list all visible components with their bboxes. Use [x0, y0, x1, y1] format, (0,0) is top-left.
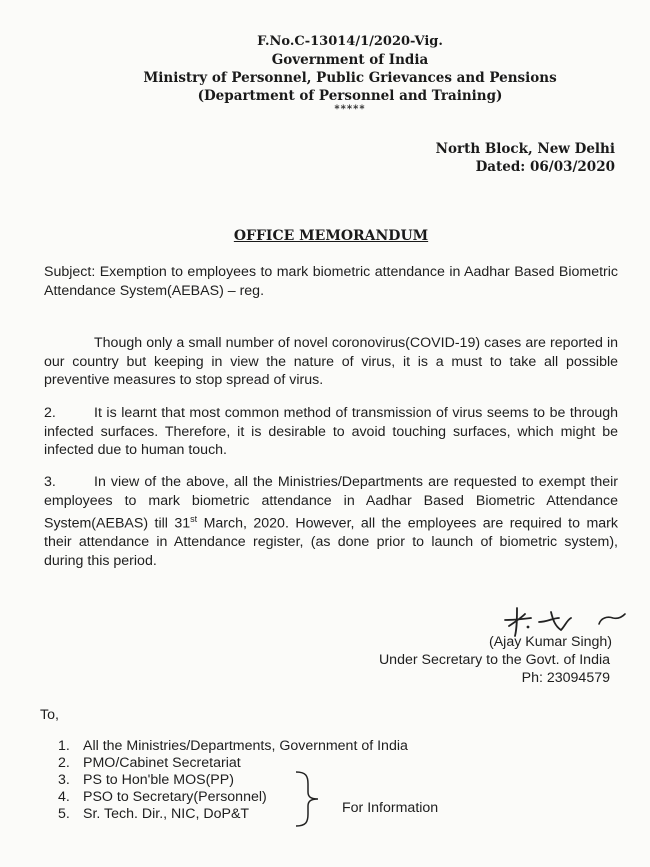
paragraph-2-number: 2.	[44, 405, 56, 421]
memo-title: OFFICE MEMORANDUM	[233, 228, 429, 244]
paragraph-3	[44, 473, 618, 570]
header-stars: *****	[334, 104, 366, 115]
paragraph-3-text-a: In view of the above, all the Ministries/Departments are requested to exempt their employees to mark biometric attendance in Aadhar Based Biometric Attendance System(AEBAS) till 31	[44, 474, 618, 532]
paragraph-3-text-b: March, 2020. However, all the employees are required to mark their attendance in Attendance register, (as done prior to launch of biometric system), during this period.	[44, 515, 618, 569]
list-item: 1. All the Ministries/Departments, Government of India	[58, 738, 408, 754]
for-information-note: For Information	[342, 800, 439, 816]
signatory-phone: Ph: 23094579	[521, 670, 610, 686]
paragraph-2	[44, 404, 618, 460]
paragraph-3-number: 3.	[44, 474, 56, 490]
list-item: 4. PSO to Secretary(Personnel)	[58, 789, 267, 805]
memo-date: Dated: 06/03/2020	[475, 159, 615, 175]
signatory-name: (Ajay Kumar Singh)	[488, 634, 612, 650]
paragraph-1: Though only a small number of novel coronovirus(COVID-19) cases are reported in our country but keeping in view the nature of virus, it is a must to take all possible preventive measures to stop spread of virus.	[44, 335, 618, 388]
right-brace-icon	[292, 770, 322, 828]
paragraph-3-superscript: st	[190, 514, 198, 524]
government-heading: Government of India	[271, 52, 429, 68]
signatory-designation: Under Secretary to the Govt. of India	[378, 652, 610, 668]
list-item: 3. PS to Hon'ble MOS(PP)	[58, 772, 234, 788]
department-heading: (Department of Personnel and Training)	[197, 88, 503, 104]
ministry-heading: Ministry of Personnel, Public Grievances and Pensions	[143, 70, 557, 86]
subject-text: Exemption to employees to mark biometric attendance in Aadhar Based Biometric Attendance System(AEBAS) – reg.	[44, 264, 618, 299]
subject-block	[44, 263, 618, 300]
office-location: North Block, New Delhi	[435, 141, 615, 157]
list-item: 2. PMO/Cabinet Secretariat	[58, 755, 241, 771]
paragraph-2-text: It is learnt that most common method of transmission of virus seems to be through infected surfaces. Therefore, it is desirable to avoid touching surfaces, which might be infected due to human touch.	[44, 405, 618, 458]
to-label: To,	[40, 707, 59, 723]
subject-label: Subject:	[44, 264, 96, 280]
list-item: 5. Sr. Tech. Dir., NIC, DoP&T	[58, 806, 250, 822]
file-number: F.No.C-13014/1/2020-Vig.	[257, 34, 443, 49]
